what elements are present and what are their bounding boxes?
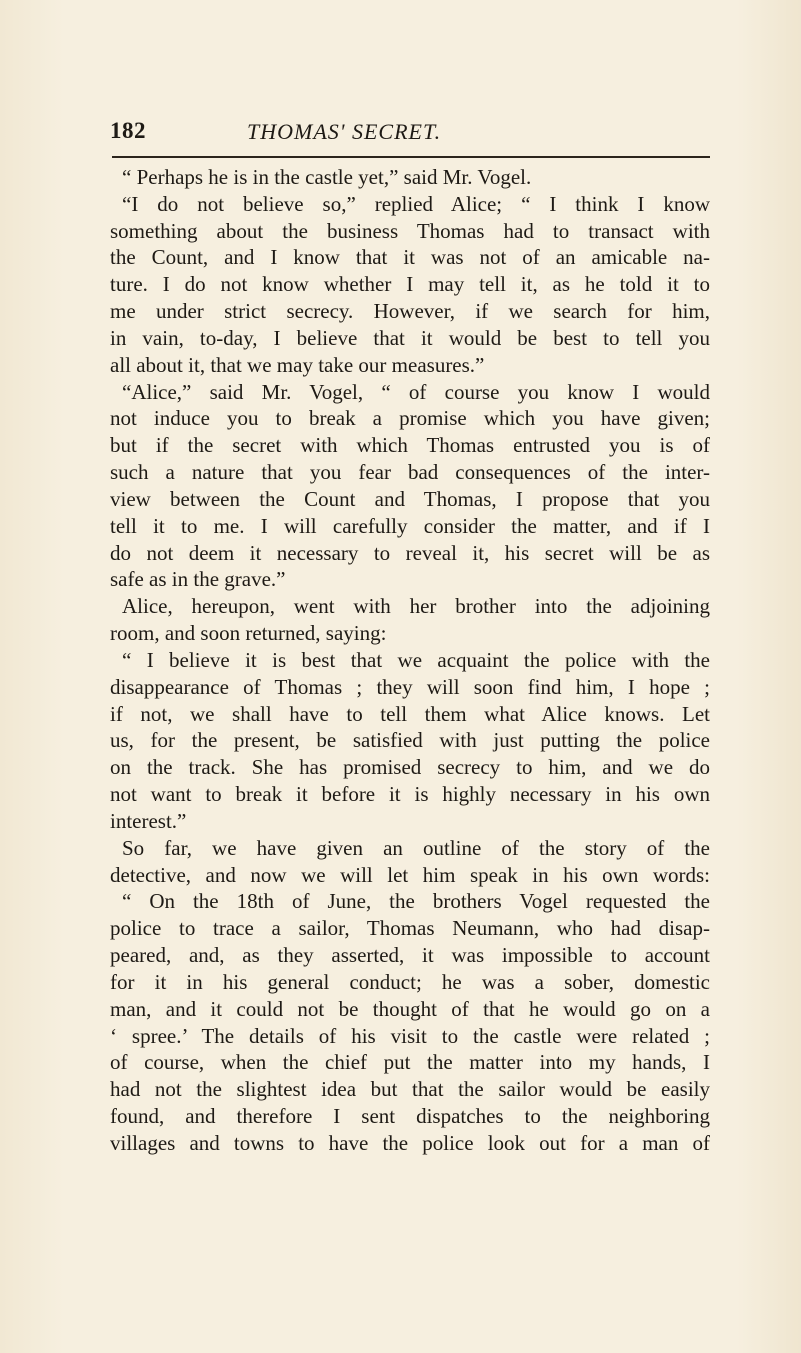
page-number: 182 [110, 118, 146, 143]
text-line: not induce you to break a promise which you have given; [110, 406, 710, 431]
text-line: “Alice,” said Mr. Vogel, “ of course you know I would [122, 379, 710, 404]
text-line: safe as in the grave.” [110, 567, 286, 592]
text-line: such a nature that you fear bad consequences of the inter- [110, 460, 710, 485]
text-line: in vain, to-day, I believe that it would be best to tell you [110, 325, 710, 350]
text-line: “ On the 18th of June, the brothers Vogel requested the [122, 889, 710, 914]
text-line: ‘ spree.’ The details of his visit to the castle were related ; [110, 1023, 710, 1048]
text-line: Alice, hereupon, went with her brother into the adjoining [122, 594, 710, 619]
page-header [110, 118, 710, 148]
text-line: man, and it could not be thought of that he would go on a [110, 996, 710, 1021]
text-line: for it in his general conduct; he was a sober, domestic [110, 969, 710, 994]
text-line: So far, we have given an outline of the story of the [122, 835, 710, 860]
text-line: tell it to me. I will carefully consider the matter, and if I [110, 513, 710, 538]
text-line: villages and towns to have the police look out for a man of [110, 1130, 710, 1155]
text-line: of course, when the chief put the matter into my hands, I [110, 1050, 710, 1075]
text-line: us, for the present, be satisfied with just putting the police [110, 728, 710, 753]
text-line: detective, and now we will let him speak in his own words: [110, 862, 710, 887]
text-line: ture. I do not know whether I may tell it, as he told it to [110, 272, 710, 297]
running-title: THOMAS' SECRET. [247, 119, 442, 144]
text-line: disappearance of Thomas ; they will soon find him, I hope ; [110, 674, 710, 699]
header-rule [112, 156, 710, 158]
text-line: but if the secret with which Thomas entrusted you is of [110, 433, 710, 458]
text-line: found, and therefore I sent dispatches to the neighboring [110, 1103, 710, 1128]
text-line: all about it, that we may take our measures.” [110, 352, 485, 377]
text-line: police to trace a sailor, Thomas Neumann, who had disap- [110, 916, 710, 941]
text-line: interest.” [110, 808, 187, 833]
text-line: me under strict secrecy. However, if we search for him, [110, 299, 710, 324]
text-line: “ Perhaps he is in the castle yet,” said Mr. Vogel. [122, 165, 532, 189]
text-line: if not, we shall have to tell them what Alice knows. Let [110, 701, 710, 726]
text-line: on the track. She has promised secrecy to him, and we do [110, 755, 710, 780]
text-line: peared, and, as they asserted, it was impossible to account [110, 943, 710, 968]
text-line: the Count, and I know that it was not of an amicable na- [110, 245, 710, 270]
text-line: not want to break it before it is highly necessary in his own [110, 782, 710, 807]
text-line: “ I believe it is best that we acquaint the police with the [122, 647, 710, 672]
text-line: view between the Count and Thomas, I propose that you [110, 486, 710, 511]
text-line: “I do not believe so,” replied Alice; “ I think I know [122, 191, 710, 216]
body-text [110, 164, 710, 1157]
text-line: room, and soon returned, saying: [110, 621, 387, 646]
text-line: something about the business Thomas had to transact with [110, 218, 710, 243]
text-line: do not deem it necessary to reveal it, his secret will be as [110, 540, 710, 565]
text-line: had not the slightest idea but that the sailor would be easily [110, 1077, 710, 1102]
